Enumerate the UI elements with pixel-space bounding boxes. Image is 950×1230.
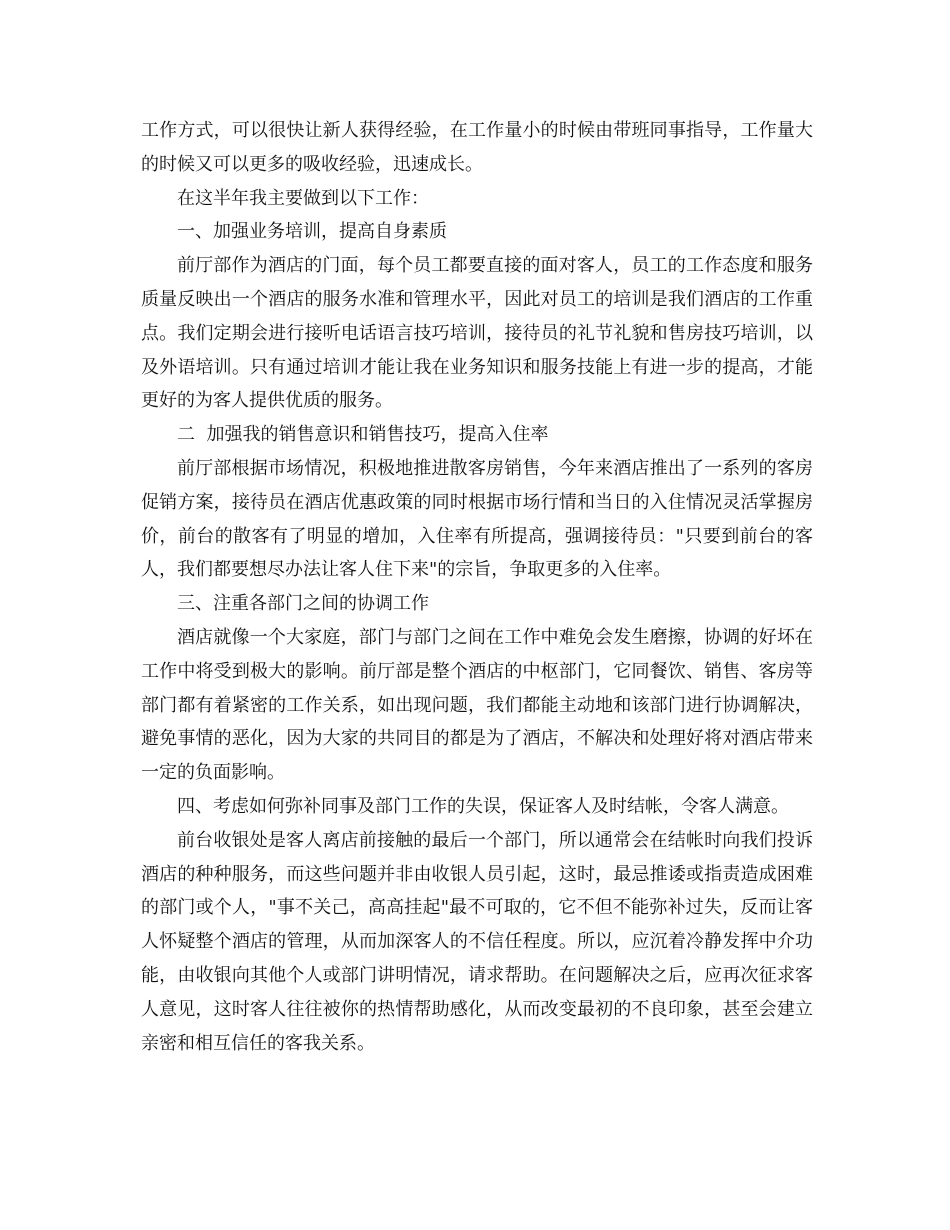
paragraph-section-2: 前厅部根据市场情况，积极地推进散客房销售，今年来酒店推出了一系列的客房促销方案，接待员在酒店优惠政策的同时根据市场行情和当日的入住情况灵活掌握房价，前台的散客有了明显的增加，入住率有所提高，强调接待员："只要到前台的客人，我们都要想尽办法让客人住下来"的宗旨，争取更多的入住率。: [141, 457, 813, 581]
document-body: [141, 114, 813, 1060]
paragraph-section-1: 前厅部作为酒店的门面，每个员工都要直接的面对客人，员工的工作态度和服务质量反映出一个酒店的服务水准和管理水平，因此对员工的培训是我们酒店的工作重点。我们定期会进行接听电话语言技巧培训，接待员的礼节礼貌和售房技巧培训，以及外语培训。只有通过培训才能让我在业务知识和服务技能上有进一步的提高，才能更好的为客人提供优质的服务。: [141, 255, 813, 412]
paragraph-section-4: 前台收银处是客人离店前接触的最后一个部门，所以通常会在结帐时向我们投诉酒店的种种服务，而这些问题并非由收银人员引起，这时，最忌推诿或指责造成困难的部门或个人，"事不关己，高高挂起"最不可取的，它不但不能弥补过失，反而让客人怀疑整个酒店的管理，从而加深客人的不信任程度。所以，应沉着冷静发挥中介功能，由收银向其他个人或部门讲明情况，请求帮助。在问题解决之后，应再次征求客人意见，这时客人往往被你的热情帮助感化，从而改变最初的不良印象，甚至会建立亲密和相互信任的客我关系。: [141, 829, 813, 1054]
paragraph-intro: 在这半年我主要做到以下工作：: [177, 187, 429, 209]
section-heading-3: 三、注重各部门之间的协调工作: [177, 593, 429, 615]
section-heading-4: 四、考虑如何弥补同事及部门工作的失误，保证客人及时结帐，令客人满意。: [177, 795, 789, 817]
section-heading-1: 一、加强业务培训，提高自身素质: [177, 221, 447, 243]
section-heading-2: 二 加强我的销售意识和销售技巧，提高入住率: [177, 424, 549, 446]
paragraph-continuation: 工作方式，可以很快让新人获得经验，在工作量小的时候由带班同事指导，工作量大的时候又可以更多的吸收经验，迅速成长。: [141, 120, 813, 175]
paragraph-section-3: 酒店就像一个大家庭，部门与部门之间在工作中难免会发生磨擦，协调的好坏在工作中将受到极大的影响。前厅部是整个酒店的中枢部门，它同餐饮、销售、客房等部门都有着紧密的工作关系，如出现问题，我们都能主动地和该部门进行协调解决，避免事情的恶化，因为大家的共同目的都是为了酒店，不解决和处理好将对酒店带来一定的负面影响。: [141, 626, 813, 784]
